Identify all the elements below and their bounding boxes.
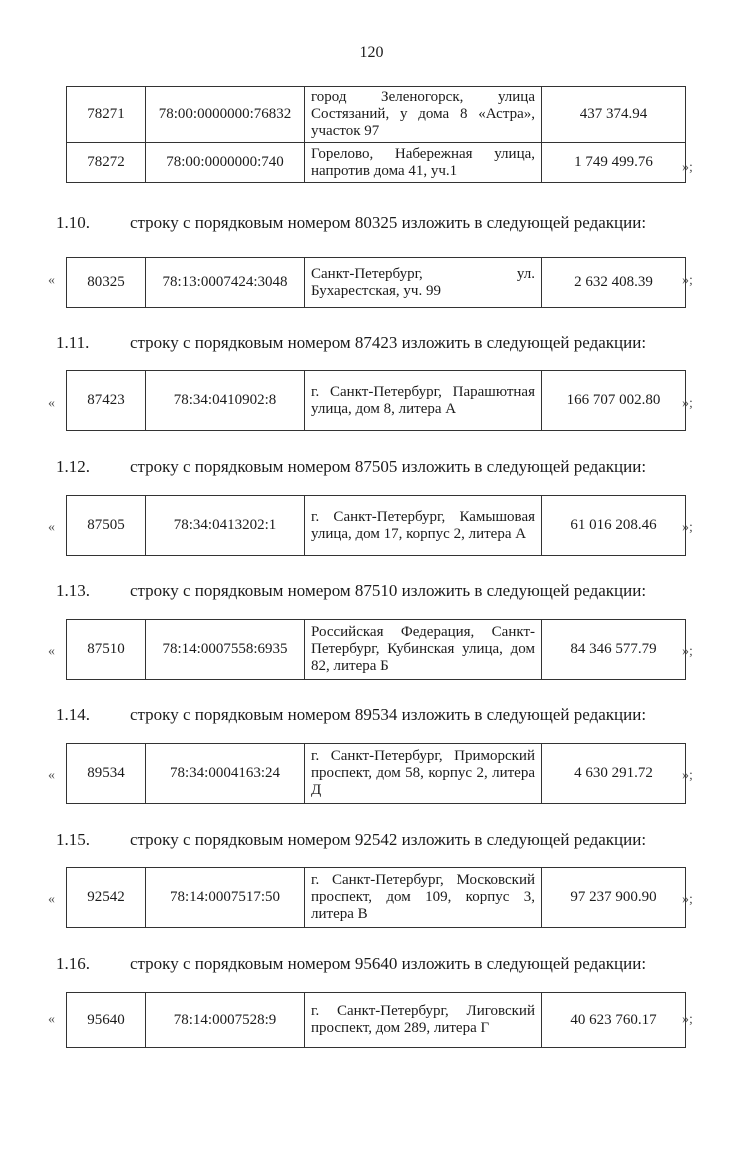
instruction-paragraph: [56, 705, 696, 725]
instruction-text: строку с порядковым номером 95640 изложить в следующей редакции:: [130, 954, 647, 973]
row-number: 87505: [67, 496, 146, 556]
item-number: 1.14.: [56, 705, 90, 724]
table-row: [67, 143, 686, 183]
table-row: [67, 620, 686, 680]
close-quote: »;: [682, 520, 693, 535]
instruction-paragraph: [56, 830, 696, 850]
instruction-paragraph: [56, 581, 696, 601]
cadastral-number: 78:14:0007528:9: [146, 993, 305, 1048]
cadastral-value: 2 632 408.39: [542, 258, 686, 308]
instruction-paragraph: [56, 457, 696, 477]
amendment-table: [66, 619, 686, 680]
row-number: 78272: [67, 143, 146, 183]
amendment-table: [66, 743, 686, 804]
amendment-table: [66, 370, 686, 431]
table-row: [67, 496, 686, 556]
open-quote: «: [48, 1012, 55, 1027]
row-number: 80325: [67, 258, 146, 308]
cadastral-number: 78:34:0004163:24: [146, 744, 305, 804]
address: г. Санкт-Петербург, Московский проспект, дом 109, корпус 3, литера В: [305, 868, 542, 928]
instruction-text: строку с порядковым номером 87423 изложить в следующей редакции:: [130, 333, 647, 352]
close-quote: »;: [682, 768, 693, 783]
page-number: 120: [359, 44, 384, 61]
cadastral-value: 1 749 499.76: [542, 143, 686, 183]
cadastral-value: 4 630 291.72: [542, 744, 686, 804]
close-quote: »;: [682, 644, 693, 659]
instruction-text: строку с порядковым номером 92542 изложить в следующей редакции:: [130, 830, 647, 849]
close-quote: »;: [682, 273, 693, 288]
open-quote: «: [48, 273, 55, 288]
amendment-table: [66, 867, 686, 928]
cadastral-number: 78:00:0000000:740: [146, 143, 305, 183]
row-number: 87510: [67, 620, 146, 680]
amendment-table: [66, 257, 686, 308]
open-quote: «: [48, 768, 55, 783]
amendment-table: [66, 495, 686, 556]
table-row: [67, 868, 686, 928]
amendment-table: [66, 992, 686, 1048]
instruction-paragraph: [56, 954, 696, 974]
address: Российская Федерация, Санкт-Петербург, Кубинская улица, дом 82, литера Б: [305, 620, 542, 680]
row-number: 95640: [67, 993, 146, 1048]
row-number: 78271: [67, 87, 146, 143]
item-number: 1.10.: [56, 213, 90, 232]
row-number: 89534: [67, 744, 146, 804]
row-number: 92542: [67, 868, 146, 928]
item-number: 1.11.: [56, 333, 90, 352]
instruction-text: строку с порядковым номером 87510 изложить в следующей редакции:: [130, 581, 647, 600]
cadastral-number: 78:00:0000000:76832: [146, 87, 305, 143]
close-quote: »;: [682, 160, 693, 175]
open-quote: «: [48, 644, 55, 659]
item-number: 1.15.: [56, 830, 90, 849]
table-row: [67, 258, 686, 308]
cadastral-value: 97 237 900.90: [542, 868, 686, 928]
instruction-paragraph: [56, 213, 696, 233]
open-quote: «: [48, 892, 55, 907]
open-quote: «: [48, 520, 55, 535]
instruction-text: строку с порядковым номером 89534 изложить в следующей редакции:: [130, 705, 647, 724]
item-number: 1.13.: [56, 581, 90, 600]
item-number: 1.16.: [56, 954, 90, 973]
address: г. Санкт-Петербург, Парашютная улица, дом 8, литера А: [305, 371, 542, 431]
address: г. Санкт-Петербург, Камышовая улица, дом 17, корпус 2, литера А: [305, 496, 542, 556]
address: г. Санкт-Петербург, Лиговский проспект, дом 289, литера Г: [305, 993, 542, 1048]
cadastral-value: 61 016 208.46: [542, 496, 686, 556]
row-number: 87423: [67, 371, 146, 431]
cadastral-number: 78:34:0413202:1: [146, 496, 305, 556]
open-quote: «: [48, 396, 55, 411]
close-quote: »;: [682, 396, 693, 411]
cadastral-value: 40 623 760.17: [542, 993, 686, 1048]
cadastral-number: 78:14:0007517:50: [146, 868, 305, 928]
table-row: [67, 744, 686, 804]
top-table: [66, 86, 686, 183]
close-quote: »;: [682, 1012, 693, 1027]
table-row: [67, 87, 686, 143]
address: г. Санкт-Петербург, Приморский проспект, дом 58, корпус 2, литера Д: [305, 744, 542, 804]
address: город Зеленогорск, улица Состязаний, у дома 8 «Астра», участок 97: [305, 87, 542, 143]
table-row: [67, 993, 686, 1048]
cadastral-number: 78:13:0007424:3048: [146, 258, 305, 308]
close-quote: »;: [682, 892, 693, 907]
cadastral-value: 437 374.94: [542, 87, 686, 143]
instruction-text: строку с порядковым номером 87505 изложить в следующей редакции:: [130, 457, 647, 476]
cadastral-number: 78:14:0007558:6935: [146, 620, 305, 680]
instruction-paragraph: [56, 333, 696, 353]
table-row: [67, 371, 686, 431]
cadastral-value: 84 346 577.79: [542, 620, 686, 680]
address: Горелово, Набережная улица, напротив дома 41, уч.1: [305, 143, 542, 183]
instruction-text: строку с порядковым номером 80325 изложить в следующей редакции:: [130, 213, 647, 232]
address: Санкт-Петербург, ул. Бухарестская, уч. 99: [305, 258, 542, 308]
cadastral-value: 166 707 002.80: [542, 371, 686, 431]
cadastral-number: 78:34:0410902:8: [146, 371, 305, 431]
item-number: 1.12.: [56, 457, 90, 476]
